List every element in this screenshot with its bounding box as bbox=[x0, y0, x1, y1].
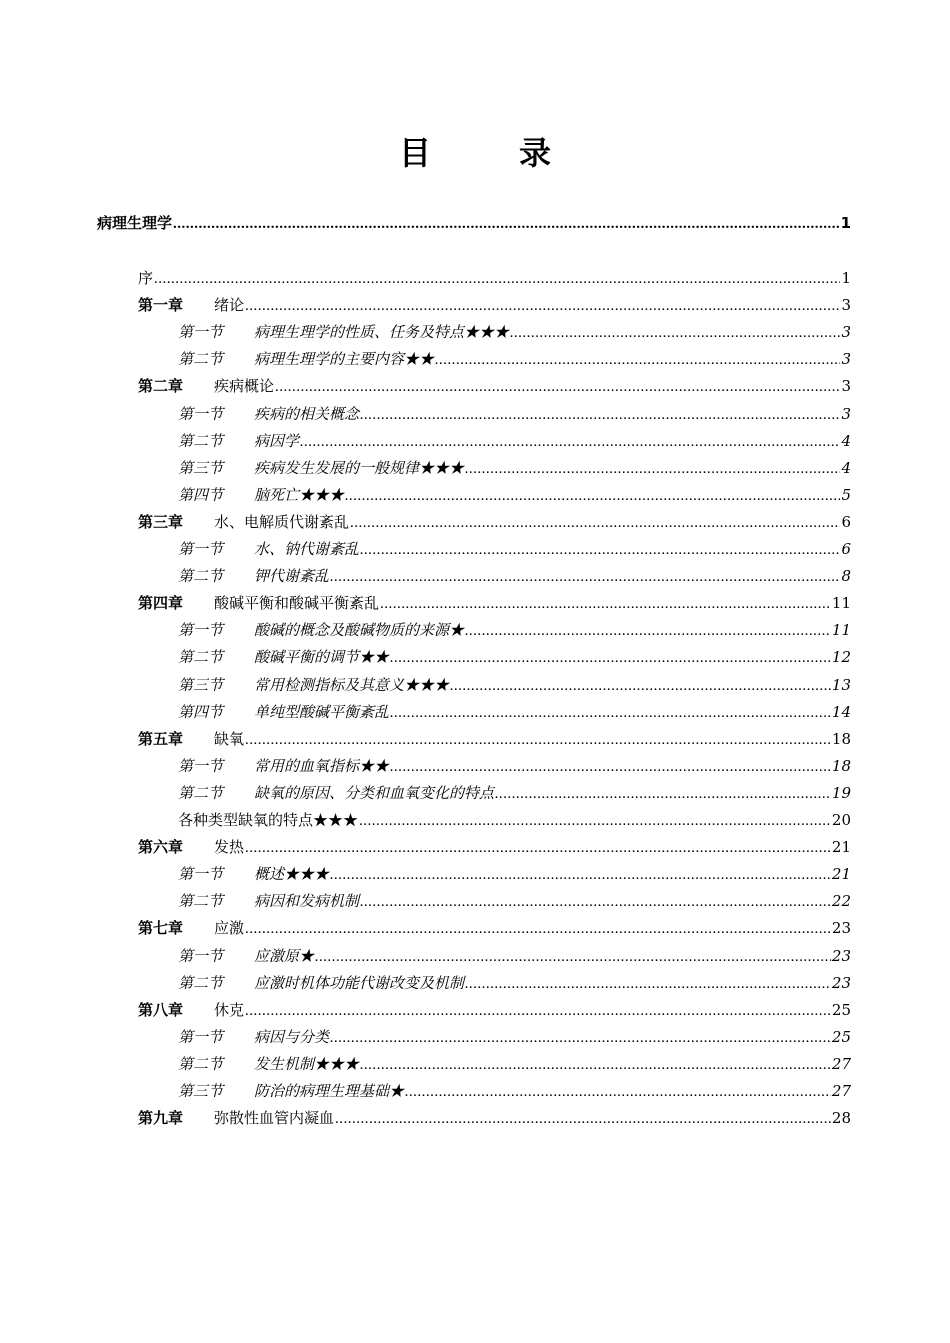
toc-entry-page: 18 bbox=[831, 730, 851, 748]
dot-leader bbox=[245, 295, 840, 316]
dot-leader bbox=[435, 349, 840, 370]
dot-leader bbox=[360, 404, 840, 425]
toc-entry-page: 11 bbox=[831, 594, 851, 612]
toc-entry-title: 病理生理学的主要内容★★ bbox=[254, 350, 435, 368]
dot-leader bbox=[300, 431, 840, 452]
toc-entry-number: 第四章 bbox=[138, 594, 184, 612]
toc-entry-page: 1 bbox=[841, 269, 851, 287]
toc-entry-page: 12 bbox=[831, 648, 851, 666]
toc-entry-page: 3 bbox=[841, 296, 851, 314]
toc-entry-title: 钾代谢紊乱 bbox=[254, 567, 330, 585]
toc-entry-page: 23 bbox=[831, 974, 851, 992]
toc-entry-title: 序 bbox=[138, 269, 154, 287]
toc-entry-page: 1 bbox=[840, 214, 851, 232]
dot-leader bbox=[315, 946, 831, 967]
toc-entry-label bbox=[138, 728, 244, 750]
toc-entry-number: 第二节 bbox=[178, 892, 224, 910]
toc-entry-sec[interactable] bbox=[178, 972, 851, 994]
toc-entry-page: 3 bbox=[841, 405, 851, 423]
toc-entry-label bbox=[178, 538, 359, 560]
dot-leader bbox=[390, 756, 831, 777]
toc-entry-page: 27 bbox=[831, 1055, 851, 1073]
toc-entry-label bbox=[178, 1026, 329, 1048]
toc-entry-title: 弥散性血管内凝血 bbox=[214, 1109, 335, 1127]
dot-leader bbox=[390, 647, 831, 668]
toc-entry-page: 8 bbox=[841, 567, 851, 585]
dot-leader bbox=[380, 593, 831, 614]
toc-entry-page: 25 bbox=[831, 1028, 851, 1046]
toc-entry-number: 第二节 bbox=[178, 784, 224, 802]
toc-entry-title: 应激 bbox=[214, 919, 245, 937]
toc-entry-chap[interactable] bbox=[138, 728, 851, 750]
toc-entry-number: 第三节 bbox=[178, 459, 224, 477]
toc-entry-chap[interactable] bbox=[138, 375, 851, 397]
toc-entry-sec[interactable] bbox=[178, 484, 851, 506]
toc-entry-label bbox=[178, 484, 344, 506]
toc-entry-label bbox=[138, 375, 274, 397]
toc-entry-number: 第二节 bbox=[178, 974, 224, 992]
toc-entry-number: 第四节 bbox=[178, 703, 224, 721]
toc-entry-label bbox=[178, 1053, 359, 1075]
toc-entry-number: 第一节 bbox=[178, 323, 224, 341]
toc-entry-label bbox=[138, 592, 379, 614]
toc-entry-label bbox=[178, 809, 358, 831]
toc-entry-number: 第六章 bbox=[138, 838, 184, 856]
dot-leader bbox=[245, 918, 831, 939]
toc-entry-number: 第五章 bbox=[138, 730, 184, 748]
toc-entry-sec[interactable] bbox=[178, 430, 851, 452]
toc-entry-number: 第七章 bbox=[138, 919, 184, 937]
toc-entry-title: 常用的血氧指标★★ bbox=[254, 757, 390, 775]
toc-entry-sec[interactable] bbox=[178, 403, 851, 425]
toc-entry-title: 各种类型缺氧的特点★★★ bbox=[178, 811, 359, 829]
toc-entry-sec[interactable] bbox=[178, 1026, 851, 1048]
dot-leader bbox=[495, 783, 831, 804]
toc-entry-title: 病因与分类 bbox=[254, 1028, 330, 1046]
toc-entry-number: 第二节 bbox=[178, 432, 224, 450]
toc-entry-title: 病因学 bbox=[254, 432, 300, 450]
toc-entry-sec[interactable] bbox=[178, 890, 851, 912]
toc-entry-label bbox=[138, 1107, 334, 1129]
toc-entry-title: 疾病的相关概念 bbox=[254, 405, 360, 423]
dot-leader bbox=[345, 485, 840, 506]
toc-entry-number: 第九章 bbox=[138, 1109, 184, 1127]
toc-entry-page: 6 bbox=[841, 513, 851, 531]
toc-entry-page: 27 bbox=[831, 1082, 851, 1100]
toc-entry-number: 第一节 bbox=[178, 621, 224, 639]
toc-entry-sec[interactable] bbox=[178, 782, 851, 804]
toc-entry-number: 第二节 bbox=[178, 1055, 224, 1073]
toc-entry-page: 21 bbox=[831, 838, 851, 856]
toc-entry-label bbox=[178, 619, 464, 641]
dot-leader bbox=[245, 837, 831, 858]
toc-entry-label bbox=[138, 917, 244, 939]
toc-entry-page: 19 bbox=[831, 784, 851, 802]
toc-entry-number: 第三章 bbox=[138, 513, 184, 531]
toc-entry-sec[interactable] bbox=[178, 863, 851, 885]
dot-leader bbox=[330, 1027, 831, 1048]
toc-entry-title: 酸碱平衡和酸碱平衡紊乱 bbox=[214, 594, 380, 612]
toc-entry-label: 病理生理学 bbox=[97, 214, 173, 232]
dot-leader bbox=[245, 729, 831, 750]
toc-entry-number: 第八章 bbox=[138, 1001, 184, 1019]
dot-leader bbox=[360, 891, 831, 912]
toc-entry-label bbox=[178, 646, 389, 668]
toc-entry-page: 13 bbox=[831, 676, 851, 694]
toc-entry-label bbox=[138, 999, 244, 1021]
toc-entry-page: 28 bbox=[831, 1109, 851, 1127]
toc-entry-number: 第一节 bbox=[178, 757, 224, 775]
toc-entry-label bbox=[138, 294, 244, 316]
toc-entry-number: 第三节 bbox=[178, 1082, 224, 1100]
toc-entry-title: 应激原★ bbox=[254, 947, 315, 965]
toc-entry-number: 第一节 bbox=[178, 865, 224, 883]
toc-entry-label bbox=[178, 403, 359, 425]
toc-entry-plain[interactable] bbox=[178, 809, 851, 831]
toc-entry-page: 11 bbox=[831, 621, 851, 639]
dot-leader bbox=[359, 810, 831, 831]
toc-entry-page: 14 bbox=[831, 703, 851, 721]
toc-entry-page: 3 bbox=[841, 350, 851, 368]
dot-leader bbox=[405, 1081, 831, 1102]
toc-entry-pre[interactable] bbox=[138, 267, 851, 289]
toc-entry-label bbox=[178, 1080, 404, 1102]
toc-entry-number: 第一章 bbox=[138, 296, 184, 314]
toc-entry-title: 概述★★★ bbox=[254, 865, 330, 883]
toc-entry-number: 第一节 bbox=[178, 540, 224, 558]
toc-entry-title: 休克 bbox=[214, 1001, 245, 1019]
toc-entry-sec[interactable] bbox=[178, 1053, 851, 1075]
toc-entry-title: 缺氧的原因、分类和血氧变化的特点 bbox=[254, 784, 495, 802]
toc-entry-page: 4 bbox=[841, 459, 851, 477]
toc-entry-number: 第四节 bbox=[178, 486, 224, 504]
dot-leader bbox=[360, 1054, 831, 1075]
toc-entry-label bbox=[178, 321, 509, 343]
toc-entry-number: 第二节 bbox=[178, 648, 224, 666]
toc-entry-sec[interactable] bbox=[178, 755, 851, 777]
dot-leader bbox=[390, 702, 831, 723]
toc-entry-title: 病因和发病机制 bbox=[254, 892, 360, 910]
toc-entry-page: 18 bbox=[831, 757, 851, 775]
toc-entry-label bbox=[178, 972, 464, 994]
toc-entry-number: 第一节 bbox=[178, 405, 224, 423]
dot-leader bbox=[350, 512, 840, 533]
dot-leader bbox=[330, 864, 831, 885]
toc-entry-sec[interactable] bbox=[178, 945, 851, 967]
toc-entry-label bbox=[178, 701, 389, 723]
toc-entry-title: 防治的病理生理基础★ bbox=[254, 1082, 405, 1100]
toc-entry-sec[interactable] bbox=[178, 1080, 851, 1102]
toc-entry-number: 第一节 bbox=[178, 947, 224, 965]
toc-entry-chap[interactable] bbox=[138, 999, 851, 1021]
toc-entry-label bbox=[178, 863, 329, 885]
toc-entry-title: 酸碱的概念及酸碱物质的来源★ bbox=[254, 621, 465, 639]
toc-entry-label bbox=[178, 755, 389, 777]
toc-entry-chap[interactable] bbox=[138, 917, 851, 939]
toc-entry-page: 6 bbox=[841, 540, 851, 558]
page-title: 目 录 bbox=[398, 134, 579, 172]
toc-entry-label bbox=[178, 945, 314, 967]
dot-leader bbox=[450, 675, 831, 696]
toc-entry-title: 绪论 bbox=[214, 296, 245, 314]
toc-entry-number: 第二节 bbox=[178, 350, 224, 368]
dot-leader bbox=[154, 268, 840, 289]
toc-entry-title: 疾病概论 bbox=[214, 377, 275, 395]
toc-entry-label bbox=[178, 782, 494, 804]
toc-entry-page: 22 bbox=[831, 892, 851, 910]
toc-entry-page: 21 bbox=[831, 865, 851, 883]
toc-entry-sec[interactable] bbox=[178, 619, 851, 641]
toc-entry-chap[interactable] bbox=[138, 1107, 851, 1129]
toc-entry-top[interactable] bbox=[97, 212, 851, 234]
toc-entry-sec[interactable] bbox=[178, 701, 851, 723]
toc-entry-title: 水、电解质代谢紊乱 bbox=[214, 513, 350, 531]
toc-entry-title: 酸碱平衡的调节★★ bbox=[254, 648, 390, 666]
toc-entry-label bbox=[178, 430, 299, 452]
toc-entry-sec[interactable] bbox=[178, 457, 851, 479]
toc-entry-label bbox=[178, 348, 434, 370]
toc-entry-sec[interactable] bbox=[178, 321, 851, 343]
toc-entry-page: 3 bbox=[841, 323, 851, 341]
dot-leader bbox=[465, 620, 831, 641]
toc-entry-title: 缺氧 bbox=[214, 730, 245, 748]
toc-entry-title: 水、钠代谢紊乱 bbox=[254, 540, 360, 558]
toc-entry-number: 第三节 bbox=[178, 676, 224, 694]
toc-entry-title: 脑死亡★★★ bbox=[254, 486, 345, 504]
toc-entry-sec[interactable] bbox=[178, 646, 851, 668]
toc-entry-title: 应激时机体功能代谢改变及机制 bbox=[254, 974, 465, 992]
toc-entry-page: 23 bbox=[831, 919, 851, 937]
toc-entry-number: 第二章 bbox=[138, 377, 184, 395]
toc-entry-title: 常用检测指标及其意义★★★ bbox=[254, 676, 450, 694]
toc-entry-label bbox=[178, 457, 464, 479]
toc-entry-sec[interactable] bbox=[178, 348, 851, 370]
toc-entry-page: 4 bbox=[841, 432, 851, 450]
toc-entry-label bbox=[138, 511, 349, 533]
toc-entry-page: 25 bbox=[831, 1001, 851, 1019]
toc-entry-number: 第一节 bbox=[178, 1028, 224, 1046]
dot-leader bbox=[275, 376, 840, 397]
toc-entry-label bbox=[178, 565, 329, 587]
toc-entry-title: 疾病发生发展的一般规律★★★ bbox=[254, 459, 465, 477]
toc-entry-label bbox=[178, 674, 449, 696]
toc-entry-number: 第二节 bbox=[178, 567, 224, 585]
dot-leader bbox=[335, 1108, 831, 1129]
toc-entry-sec[interactable] bbox=[178, 674, 851, 696]
dot-leader bbox=[465, 973, 831, 994]
toc-entry-sec[interactable] bbox=[178, 538, 851, 560]
toc-entry-page: 3 bbox=[841, 377, 851, 395]
toc-entry-label bbox=[178, 890, 359, 912]
toc-entry-label bbox=[138, 836, 244, 858]
toc-entry-page: 23 bbox=[831, 947, 851, 965]
toc-entry-chap[interactable] bbox=[138, 511, 851, 533]
dot-leader bbox=[465, 458, 840, 479]
dot-leader bbox=[360, 539, 840, 560]
dot-leader bbox=[330, 566, 840, 587]
toc-entry-page: 20 bbox=[831, 811, 851, 829]
dot-leader bbox=[245, 1000, 831, 1021]
toc-entry-title: 发热 bbox=[214, 838, 245, 856]
toc-entry-page: 5 bbox=[841, 486, 851, 504]
toc-entry-sec[interactable] bbox=[178, 565, 851, 587]
toc-entry-chap[interactable] bbox=[138, 592, 851, 614]
toc-entry-title: 病理生理学的性质、任务及特点★★★ bbox=[254, 323, 510, 341]
toc-entry-chap[interactable] bbox=[138, 294, 851, 316]
toc-entry-chap[interactable] bbox=[138, 836, 851, 858]
dot-leader bbox=[173, 213, 840, 234]
dot-leader bbox=[510, 322, 840, 343]
toc-entry-title: 单纯型酸碱平衡紊乱 bbox=[254, 703, 390, 721]
toc-entry-label bbox=[138, 267, 153, 289]
toc-entry-title: 发生机制★★★ bbox=[254, 1055, 360, 1073]
